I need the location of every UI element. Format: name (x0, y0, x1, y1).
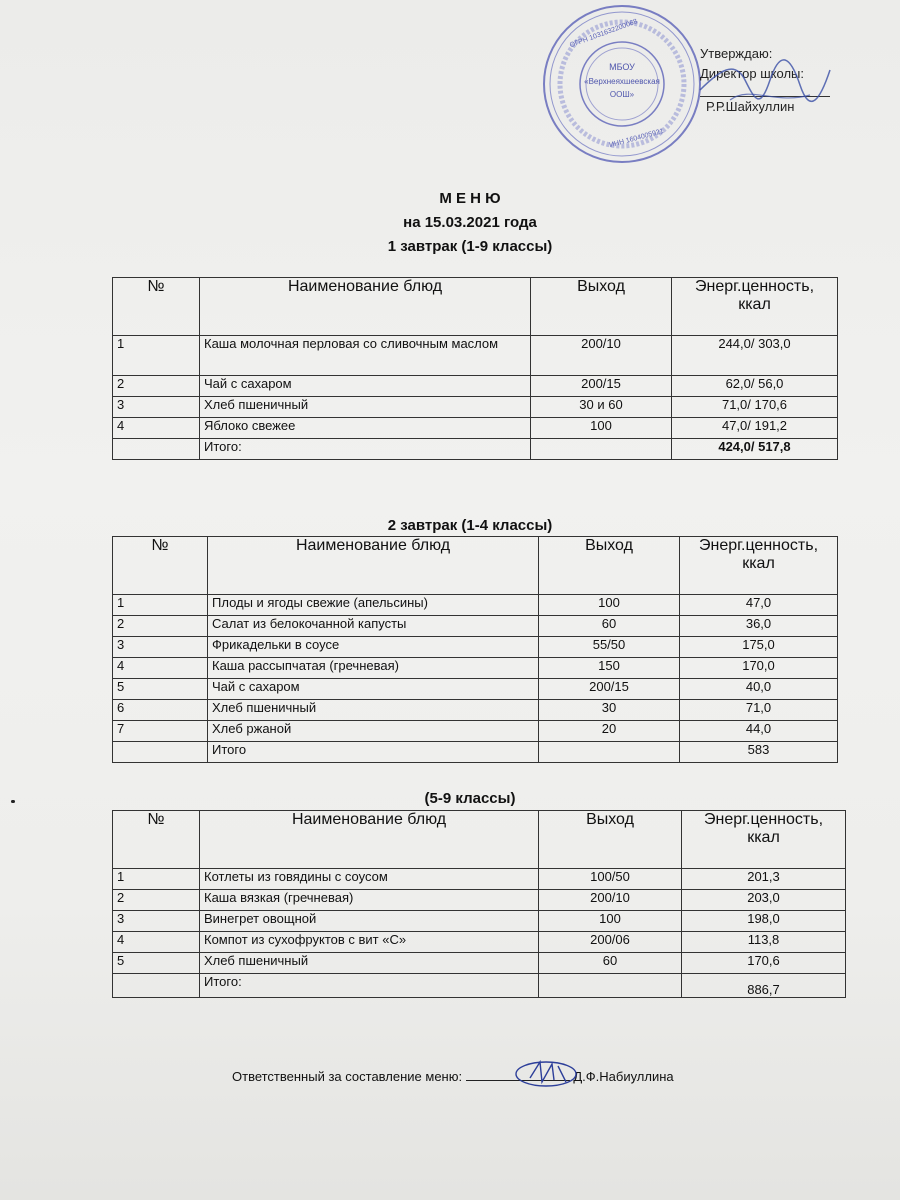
table-row (113, 397, 838, 418)
row-energy: 201,3 (682, 869, 846, 890)
row-name: Хлеб пшеничный (208, 700, 539, 721)
table-header-row (113, 278, 838, 336)
table-row (113, 418, 838, 439)
total-label: Итого (208, 742, 539, 763)
row-output: 200/10 (539, 890, 682, 911)
row-output: 200/06 (539, 932, 682, 953)
row-output: 200/10 (531, 336, 672, 376)
total-value: 424,0/ 517,8 (672, 439, 838, 460)
stamp-school: «Верхнеяхшеевская (584, 77, 660, 86)
stamp-inn: ИНН 1604005921 (608, 127, 665, 150)
table-row (113, 658, 838, 679)
row-num: 2 (113, 616, 208, 637)
breakfast2-table (112, 536, 838, 763)
row-output: 150 (539, 658, 680, 679)
header-num: № (113, 537, 208, 595)
table-row (113, 700, 838, 721)
header-num: № (113, 811, 200, 869)
row-num: 3 (113, 637, 208, 658)
row-output: 60 (539, 953, 682, 974)
header-energy-line2: ккал (738, 296, 771, 313)
header-output: Выход (531, 278, 672, 336)
row-output: 60 (539, 616, 680, 637)
row-output: 100 (539, 595, 680, 616)
table-row (113, 679, 838, 700)
row-name: Хлеб пшеничный (200, 397, 531, 418)
row-name: Компот из сухофруктов с вит «С» (200, 932, 539, 953)
section-breakfast2-title: 2 завтрак (1-4 классы) (387, 517, 553, 534)
row-name: Каша рассыпчатая (гречневая) (208, 658, 539, 679)
header-energy-line2: ккал (742, 555, 775, 572)
row-name: Хлеб ржаной (208, 721, 539, 742)
total-row (113, 439, 838, 460)
header-energy-line1: Энерг.ценность, (698, 537, 819, 554)
header-energy (680, 537, 838, 595)
row-energy: 113,8 (682, 932, 846, 953)
row-energy: 71,0/ 170,6 (672, 397, 838, 418)
table-row (113, 336, 838, 376)
row-energy: 36,0 (680, 616, 838, 637)
header-name: Наименование блюд (200, 278, 531, 336)
row-name: Чай с сахаром (200, 376, 531, 397)
row-energy: 40,0 (680, 679, 838, 700)
row-energy: 47,0/ 191,2 (672, 418, 838, 439)
table-row (113, 616, 838, 637)
school-stamp (540, 2, 705, 167)
table-header-row (113, 537, 838, 595)
row-name: Котлеты из говядины с соусом (200, 869, 539, 890)
footer-name: Д.Ф.Набиуллина (573, 1069, 674, 1084)
footer (232, 1068, 674, 1084)
row-energy: 44,0 (680, 721, 838, 742)
row-energy: 175,0 (680, 637, 838, 658)
row-num: 4 (113, 658, 208, 679)
row-output: 100 (531, 418, 672, 439)
table-row (113, 911, 846, 932)
row-energy: 203,0 (682, 890, 846, 911)
approval-title: Утверждаю: (700, 46, 773, 61)
menu-date: на 15.03.2021 года (403, 214, 537, 231)
header-name: Наименование блюд (208, 537, 539, 595)
row-name: Каша вязкая (гречневая) (200, 890, 539, 911)
row-output: 20 (539, 721, 680, 742)
header-energy-line1: Энерг.ценность, (703, 811, 824, 828)
header-output: Выход (539, 537, 680, 595)
row-num: 2 (113, 376, 200, 397)
row-num: 3 (113, 911, 200, 932)
row-num: 4 (113, 418, 200, 439)
row-name: Хлеб пшеничный (200, 953, 539, 974)
row-num: 4 (113, 932, 200, 953)
header-name: Наименование блюд (200, 811, 539, 869)
row-name: Чай с сахаром (208, 679, 539, 700)
approval-position: Директор школы: (700, 66, 804, 81)
row-output: 100/50 (539, 869, 682, 890)
header-output: Выход (539, 811, 682, 869)
row-output: 55/50 (539, 637, 680, 658)
row-energy: 170,6 (682, 953, 846, 974)
row-energy: 244,0/ 303,0 (672, 336, 838, 376)
table-header-row (113, 811, 846, 869)
row-name: Фрикадельки в соусе (208, 637, 539, 658)
stamp-org: МБОУ (609, 62, 635, 72)
total-label: Итого: (200, 439, 531, 460)
row-num: 1 (113, 336, 200, 376)
header-energy (682, 811, 846, 869)
row-name: Каша молочная перловая со сливочным маслом (200, 336, 531, 376)
row-energy: 198,0 (682, 911, 846, 932)
row-output: 200/15 (539, 679, 680, 700)
row-output: 30 и 60 (531, 397, 672, 418)
row-name: Яблоко свежее (200, 418, 531, 439)
stamp-type: ООШ» (609, 90, 635, 99)
row-energy: 62,0/ 56,0 (672, 376, 838, 397)
table-row (113, 890, 846, 911)
header-energy-line1: Энерг.ценность, (694, 278, 815, 295)
table-row (113, 595, 838, 616)
row-output: 100 (539, 911, 682, 932)
table-row (113, 932, 846, 953)
row-num: 3 (113, 397, 200, 418)
header-energy-line2: ккал (747, 829, 780, 846)
table-row (113, 869, 846, 890)
row-name: Плоды и ягоды свежие (апельсины) (208, 595, 539, 616)
menu-title: М Е Н Ю (439, 190, 501, 207)
section-lunch59-title: (5-9 классы) (424, 790, 516, 807)
section-breakfast1-title: 1 завтрак (1-9 классы) (387, 238, 553, 255)
row-num: 5 (113, 953, 200, 974)
table-row (113, 376, 838, 397)
total-value: 886,7 (682, 974, 846, 998)
director-signature (690, 50, 840, 120)
table-row (113, 637, 838, 658)
header-energy (672, 278, 838, 336)
row-num: 1 (113, 869, 200, 890)
row-num: 2 (113, 890, 200, 911)
responsible-signature (508, 1052, 588, 1092)
row-energy: 170,0 (680, 658, 838, 679)
row-num: 1 (113, 595, 208, 616)
row-name: Салат из белокочанной капусты (208, 616, 539, 637)
total-row (113, 742, 838, 763)
total-row (113, 974, 846, 998)
row-num: 7 (113, 721, 208, 742)
row-output: 30 (539, 700, 680, 721)
total-label: Итого: (200, 974, 539, 998)
footer-label: Ответственный за составление меню: (232, 1069, 463, 1084)
lunch59-table (112, 810, 846, 998)
row-output: 200/15 (531, 376, 672, 397)
row-num: 6 (113, 700, 208, 721)
total-value: 583 (680, 742, 838, 763)
stamp-ogrn: ОГРН 1031632200068 (568, 18, 639, 50)
row-energy: 71,0 (680, 700, 838, 721)
table-row (113, 721, 838, 742)
row-energy: 47,0 (680, 595, 838, 616)
breakfast1-table (112, 277, 838, 460)
header-num: № (113, 278, 200, 336)
table-row (113, 953, 846, 974)
approval-name: Р.Р.Шайхуллин (706, 99, 795, 114)
row-num: 5 (113, 679, 208, 700)
row-name: Винегрет овощной (200, 911, 539, 932)
